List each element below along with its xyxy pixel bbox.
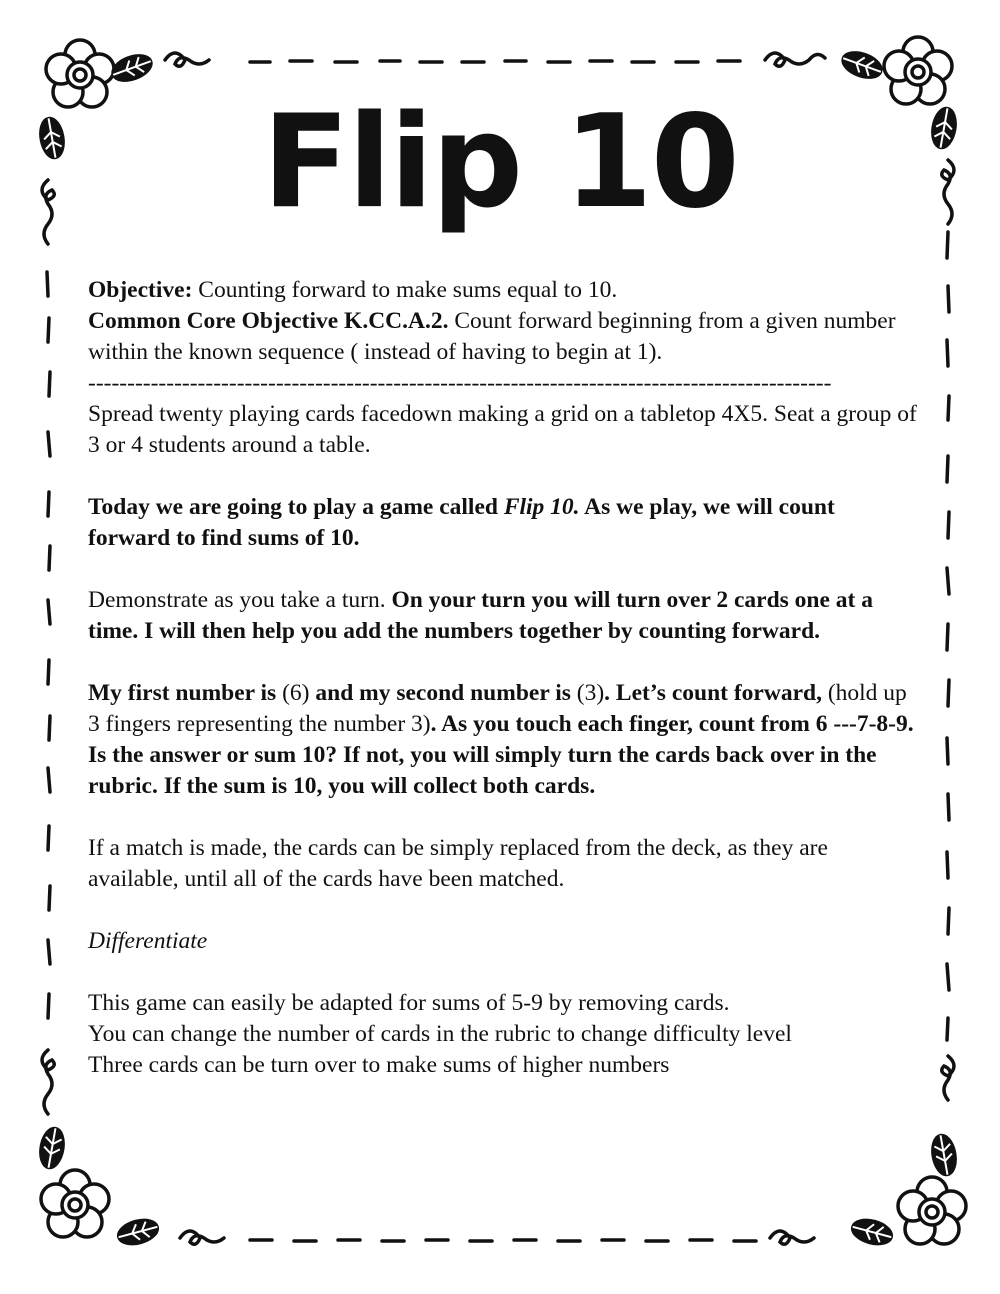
instructions-body bbox=[88, 275, 918, 1081]
game-name: Flip 10. bbox=[503, 494, 580, 520]
match-paragraph: If a match is made, the cards can be simply replaced from the deck, as they are available, until all of the cards have been matched. bbox=[88, 835, 828, 892]
intro-part2: As we play, we will count forward to find sums of 10. bbox=[88, 494, 835, 551]
demo-bold: On your turn you will turn over 2 cards one at a time. I will then help you add the numbers together by counting forward. bbox=[88, 587, 874, 644]
flower-icon bbox=[41, 1170, 109, 1237]
example-b4: . As you touch each finger, count from 6 ---7-8-9. Is the answer or sum 10? If not, you will simply turn the cards back over in the rubric. If the sum is 10, you will collect both cards. bbox=[88, 711, 914, 799]
swirl-icon bbox=[165, 53, 209, 66]
differentiate-heading bbox=[88, 926, 918, 957]
right-dashes bbox=[947, 232, 949, 1040]
objective-text: Counting forward to make sums equal to 10. bbox=[192, 277, 618, 303]
swirl-icon bbox=[770, 1231, 814, 1244]
leaf-icon bbox=[850, 1216, 894, 1248]
common-core-text: Count forward beginning from a given number within the known sequence ( instead of having to begin at 1). bbox=[88, 308, 896, 365]
example-n1: (6) bbox=[276, 680, 316, 706]
leaf-icon bbox=[116, 1216, 160, 1248]
left-dashes bbox=[47, 272, 50, 1018]
flower-icon bbox=[898, 1177, 966, 1244]
leaf-icon bbox=[930, 1133, 959, 1176]
dashed-divider: ----------------------------------------------------------------------------------------------- bbox=[88, 370, 832, 396]
common-core-line bbox=[88, 306, 918, 368]
intro-paragraph bbox=[88, 492, 918, 554]
swirl-icon bbox=[942, 1056, 954, 1100]
example-paragraph bbox=[88, 678, 918, 802]
setup-paragraph: Spread twenty playing cards facedown making a grid on a tabletop 4X5. Seat a group of 3 or 4 students around a table. bbox=[88, 401, 917, 458]
demo-plain: Demonstrate as you take a turn. bbox=[88, 587, 392, 613]
swirl-icon bbox=[42, 1050, 54, 1114]
example-plain: (hold up 3 fingers representing the number 3) bbox=[88, 680, 907, 737]
bottom-dashes bbox=[250, 1240, 756, 1241]
objective-label: Objective: bbox=[88, 277, 193, 303]
leaf-icon bbox=[839, 48, 884, 82]
demo-paragraph bbox=[88, 585, 918, 647]
example-b3: . Let’s count forward, bbox=[604, 680, 822, 706]
example-b1: My first number is bbox=[88, 680, 277, 706]
leaf-icon bbox=[38, 1126, 67, 1169]
swirl-icon bbox=[765, 53, 825, 66]
example-n2: (3) bbox=[570, 680, 605, 706]
intro-part1: Today we are going to play a game called bbox=[88, 494, 504, 520]
example-b2: and my second number is bbox=[315, 680, 571, 706]
differentiate-line: This game can easily be adapted for sums of 5-9 by removing cards. bbox=[88, 990, 730, 1016]
swirl-icon bbox=[180, 1231, 224, 1244]
top-dashes bbox=[250, 61, 740, 62]
page-title: Flip 10 bbox=[262, 88, 738, 237]
leaf-icon bbox=[109, 51, 154, 85]
differentiate-line: You can change the number of cards in the rubric to change difficulty level bbox=[88, 1021, 792, 1047]
differentiate-line: Three cards can be turn over to make sums of higher numbers bbox=[88, 1052, 670, 1078]
differentiate-heading-text: Differentiate bbox=[88, 928, 208, 954]
objective-line bbox=[88, 275, 918, 306]
common-core-label: Common Core Objective K.CC.A.2. bbox=[88, 308, 449, 334]
